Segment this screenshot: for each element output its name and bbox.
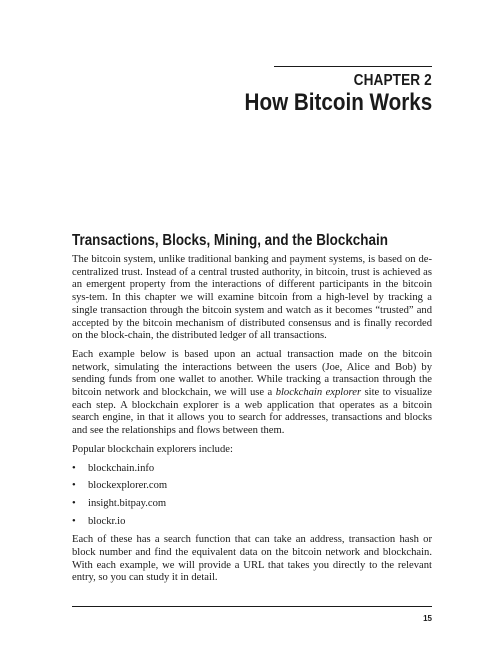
list-item (72, 516, 432, 529)
list-item-label: blockr.io (88, 515, 126, 527)
list-item-label: insight.bitpay.com (88, 497, 167, 509)
paragraph-text: site to visualize each step. A blockchain explorer is a web application that operates as a bitcoin search engine, in that it allows you to search for addresses, transactions and blocks and see the relationships and flows between them. (72, 387, 432, 437)
list-item-label: blockexplorer.com (88, 480, 168, 492)
chapter-label: CHAPTER 2 (353, 72, 432, 89)
paragraph-intro: The bitcoin system, unlike traditional banking and payment systems, is based on de-centralized trust. Instead of a central trusted authority, in bitcoin, trust is achieved as an emergent property from the interactions of different participants in the bitcoin sys-tem. In this chapter we will examine bitcoin from a high-level by tracking a single transaction through the bitcoin system and watch as it becomes “trusted” and accepted by the bitcoin mechanism of distributed consensus and is finally recorded on the block-chain, the distributed ledger of all transactions. (72, 254, 432, 342)
section-heading: Transactions, Blocks, Mining, and the Blockchain (72, 232, 388, 249)
list-item-label: blockchain.info (88, 462, 155, 474)
bullet-icon: • (72, 462, 76, 474)
emphasized-term: blockchain explorer (275, 387, 362, 399)
bullet-icon: • (72, 480, 76, 492)
body-text (72, 254, 432, 591)
paragraph-explorer-description (72, 349, 432, 438)
paragraph-list-intro: Popular blockchain explorers include: (72, 443, 233, 455)
paragraph-search-function: Each of these has a search function that can take an address, transaction hash or block number and find the equivalent data on the bitcoin network and blockchain. With each example, we will provide a URL that takes you directly to the relevant entry, so you can study it in detail. (72, 534, 432, 584)
page-number: 15 (423, 614, 432, 623)
chapter-title: How Bitcoin Works (244, 89, 432, 116)
paragraph-text: Each example below is based upon an actual transaction made on the bitcoin network, simulating the interactions between the users (Joe, Alice and Bob) by sending funds from one wallet to another. While tracking a transaction through the bitcoin network and blockchain, we will use a (72, 348, 432, 399)
list-item (72, 480, 432, 493)
bullet-icon: • (72, 515, 76, 527)
footer-divider (72, 606, 432, 607)
list-item (72, 463, 432, 476)
explorer-list (72, 463, 432, 529)
chapter-divider (274, 66, 432, 67)
list-item (72, 498, 432, 511)
bullet-icon: • (72, 497, 76, 509)
